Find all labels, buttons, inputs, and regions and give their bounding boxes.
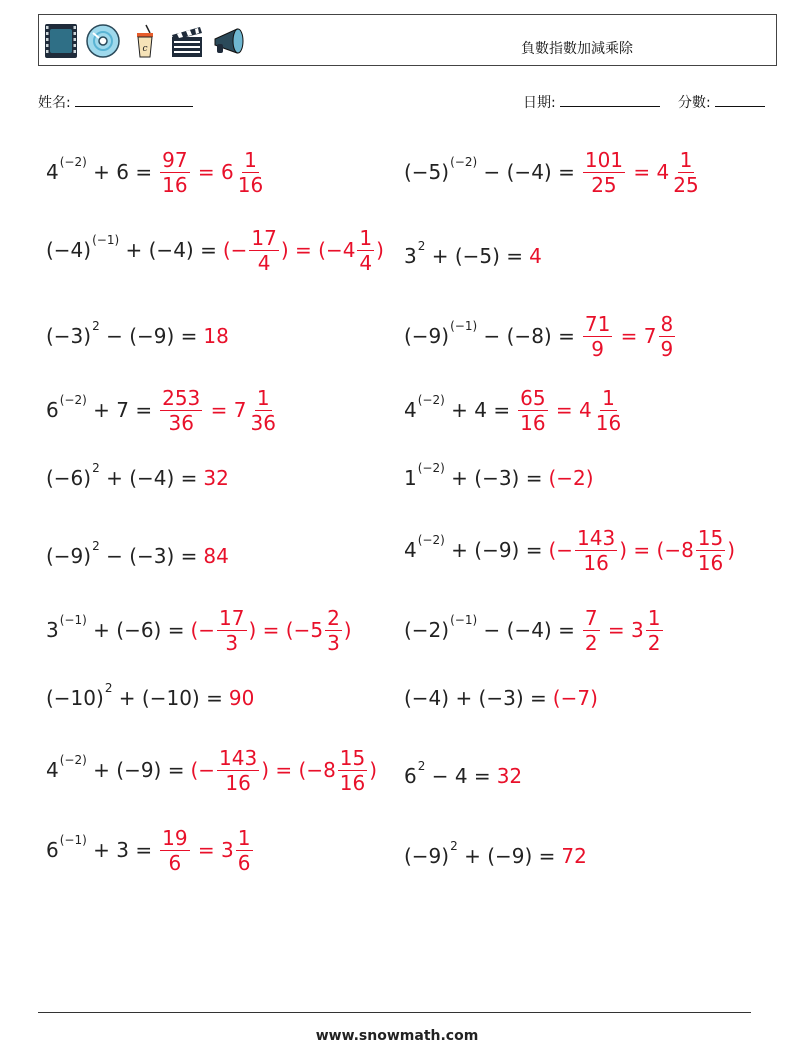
- answer-text: = 7: [204, 398, 247, 422]
- problem-exponent: (−2): [59, 155, 87, 169]
- problem-item: [404, 678, 598, 718]
- answer-fraction: [325, 605, 342, 655]
- problem-answer: [158, 825, 254, 875]
- fraction-numerator: 7: [584, 605, 598, 630]
- problem-item: [404, 605, 665, 655]
- fraction-numerator: 17: [219, 605, 245, 630]
- answer-text: (−: [222, 238, 248, 262]
- problem-exponent: (−1): [59, 613, 87, 627]
- fraction-denominator: 16: [595, 410, 622, 435]
- date-label: 日期:: [523, 95, 556, 111]
- problem-base: (−9): [404, 844, 450, 868]
- problem-exponent: (−2): [59, 753, 87, 767]
- fraction-numerator: 8: [660, 311, 674, 336]
- problem-item: [404, 311, 677, 361]
- answer-fraction: [696, 525, 725, 575]
- problem-answer: [203, 466, 228, 490]
- problem-answer: [229, 686, 254, 710]
- answer-fraction: [671, 147, 700, 197]
- footer-url: www.snowmath.com: [315, 1028, 479, 1044]
- answer-fraction: [217, 605, 246, 655]
- answer-text: = 6: [191, 160, 234, 184]
- fraction-denominator: 4: [257, 250, 271, 275]
- problem-exponent: (−1): [450, 319, 478, 333]
- problem-base: (−3): [46, 324, 92, 348]
- problem-base: (−9): [46, 544, 92, 568]
- answer-fraction: [249, 225, 278, 275]
- problem-base: 1: [404, 466, 417, 490]
- problem-exponent: 2: [92, 461, 100, 475]
- problem-operation: + (−9) =: [444, 538, 543, 562]
- problem-answer: [548, 466, 593, 490]
- problem-exponent: 2: [417, 239, 426, 253]
- problem-base: 4: [404, 538, 417, 562]
- fraction-numerator: 1: [679, 147, 693, 172]
- answer-text: 32: [203, 466, 229, 490]
- answer-fraction: [575, 525, 617, 575]
- problem-answer: [190, 745, 378, 795]
- answer-fraction: [160, 385, 202, 435]
- fraction-denominator: 2: [584, 630, 598, 655]
- header-icons: [43, 21, 247, 61]
- fraction-numerator: 71: [584, 311, 611, 336]
- problem-exponent: (−2): [450, 155, 478, 169]
- answer-fraction: [249, 385, 278, 435]
- problem-answer: [203, 544, 228, 568]
- problem-exponent: 2: [92, 319, 100, 333]
- fraction-denominator: 16: [162, 172, 188, 197]
- fraction-numerator: 15: [339, 745, 366, 770]
- problem-base: (−2): [404, 618, 450, 642]
- fraction-numerator: 1: [359, 225, 373, 250]
- answer-text: ): [343, 618, 352, 642]
- problem-operation: − (−4) =: [477, 160, 575, 184]
- answer-fraction: [236, 147, 265, 197]
- problem-exponent: (−1): [92, 233, 120, 247]
- problem-item: [404, 756, 522, 796]
- problem-operation: + 4 =: [444, 398, 511, 422]
- answer-text: 72: [561, 844, 587, 868]
- score-label: 分數:: [678, 95, 711, 111]
- fraction-numerator: 97: [162, 147, 188, 172]
- fraction-denominator: 36: [250, 410, 276, 435]
- problem-answer: [581, 311, 677, 361]
- answer-fraction: [236, 825, 253, 875]
- problem-base: (−5): [404, 160, 450, 184]
- problem-answer: [581, 605, 665, 655]
- problem-answer: [190, 605, 352, 655]
- problem-operation: − (−3) =: [99, 544, 198, 568]
- problem-item: [46, 316, 229, 356]
- problem-exponent: (−1): [59, 833, 87, 847]
- problem-base: 4: [404, 398, 417, 422]
- problem-answer: [203, 324, 228, 348]
- problem-operation: + 7 =: [86, 398, 153, 422]
- problem-operation: − 4 =: [425, 764, 491, 788]
- fraction-numerator: 17: [251, 225, 277, 250]
- problem-exponent: (−2): [59, 393, 87, 407]
- problem-item: [404, 525, 736, 575]
- answer-fraction: [583, 605, 600, 655]
- name-label: 姓名:: [38, 95, 71, 111]
- answer-fraction: [357, 225, 374, 275]
- problem-answer: [222, 225, 384, 275]
- problem-exponent: 2: [450, 839, 458, 853]
- problem-operation: + (−9) =: [86, 758, 185, 782]
- problem-item: [46, 825, 255, 875]
- fraction-denominator: 16: [697, 550, 724, 575]
- answer-text: (−: [190, 758, 216, 782]
- fraction-denominator: 3: [225, 630, 239, 655]
- score-blank[interactable]: [715, 92, 765, 107]
- problem-answer: [158, 385, 280, 435]
- answer-text: = 3: [191, 838, 234, 862]
- problem-exponent: (−2): [417, 393, 445, 407]
- date-field: [523, 92, 660, 112]
- answer-text: ): [376, 238, 384, 262]
- problem-base: 4: [46, 758, 59, 782]
- worksheet-header: [38, 14, 777, 66]
- fraction-numerator: 1: [647, 605, 661, 630]
- fraction-numerator: 19: [162, 825, 188, 850]
- fraction-numerator: 143: [219, 745, 258, 770]
- name-field: [38, 92, 193, 112]
- problem-answer: [158, 147, 267, 197]
- fraction-denominator: 3: [327, 630, 340, 655]
- problem-operation: + (−6) =: [86, 618, 185, 642]
- fraction-numerator: 1: [256, 385, 270, 410]
- answer-text: (−: [548, 538, 574, 562]
- fraction-denominator: 16: [520, 410, 546, 435]
- problem-exponent: (−1): [450, 613, 478, 627]
- fraction-denominator: 6: [168, 850, 182, 875]
- disc-icon: [85, 21, 121, 61]
- problem-operation: + (−5) =: [425, 244, 524, 268]
- answer-fraction: [160, 147, 189, 197]
- film-icon: [43, 21, 79, 61]
- problem-exponent: 2: [104, 681, 113, 695]
- problem-item: [46, 605, 352, 655]
- answer-text: = 4: [549, 398, 592, 422]
- answer-fraction: [659, 311, 676, 361]
- problem-base: 6: [46, 838, 59, 862]
- problem-item: [404, 147, 703, 197]
- problem-item: [46, 147, 267, 197]
- fraction-numerator: 253: [162, 385, 201, 410]
- answer-text: = 7: [614, 324, 657, 348]
- problem-base: 3: [404, 244, 417, 268]
- svg-text:c: c: [142, 44, 148, 54]
- fraction-denominator: 9: [591, 336, 604, 361]
- problem-operation: − (−9) =: [99, 324, 198, 348]
- problem-item: [404, 458, 594, 498]
- problem-operation: + (−3) =: [444, 466, 543, 490]
- problem-item: [404, 836, 587, 876]
- answer-text: 84: [203, 544, 229, 568]
- fraction-denominator: 9: [660, 336, 674, 361]
- problem-base: (−9): [404, 324, 450, 348]
- answer-text: 32: [496, 764, 523, 788]
- problem-exponent: (−2): [417, 461, 445, 475]
- answer-fraction: [518, 385, 547, 435]
- answer-fraction: [160, 825, 189, 875]
- problem-answer: [497, 764, 522, 788]
- answer-fraction: [583, 311, 612, 361]
- answer-text: 4: [529, 244, 542, 268]
- problem-base: 3: [46, 618, 59, 642]
- problem-operation: + 6 =: [86, 160, 153, 184]
- fraction-numerator: 15: [697, 525, 724, 550]
- problem-answer: [581, 147, 703, 197]
- answer-text: 90: [228, 686, 255, 710]
- fraction-denominator: 4: [359, 250, 373, 275]
- problem-operation: − (−4) =: [477, 618, 575, 642]
- clapperboard-icon: [169, 21, 205, 61]
- fraction-numerator: 1: [602, 385, 615, 410]
- problem-item: [46, 225, 384, 275]
- problem-operation: − (−8) =: [477, 324, 575, 348]
- problem-operation: + (−4) =: [99, 466, 198, 490]
- problem-item: [46, 536, 229, 576]
- problem-answer: [561, 844, 586, 868]
- problem-base: (−4) + (−3): [404, 686, 524, 710]
- fraction-denominator: 16: [583, 550, 609, 575]
- fraction-numerator: 1: [244, 147, 257, 172]
- cup-icon: [127, 21, 163, 61]
- problem-base: (−10): [46, 686, 104, 710]
- answer-fraction: [583, 147, 625, 197]
- answer-fraction: [338, 745, 367, 795]
- answer-text: (−: [190, 618, 216, 642]
- answer-text: (−7): [552, 686, 598, 710]
- fraction-denominator: 16: [339, 770, 366, 795]
- fraction-denominator: 25: [673, 172, 699, 197]
- fraction-denominator: 25: [591, 172, 617, 197]
- fraction-denominator: 16: [237, 172, 264, 197]
- problem-item: [46, 745, 378, 795]
- problem-exponent: (−2): [417, 533, 445, 547]
- problem-base: 4: [46, 160, 59, 184]
- answer-text: (−2): [548, 466, 594, 490]
- fraction-denominator: 36: [168, 410, 194, 435]
- answer-text: ) = (−8: [261, 758, 336, 782]
- fraction-denominator: 16: [225, 770, 251, 795]
- problem-exponent: 2: [417, 759, 426, 773]
- name-blank[interactable]: [75, 92, 193, 107]
- fraction-numerator: 143: [577, 525, 616, 550]
- problem-operation: + (−10) =: [112, 686, 223, 710]
- fraction-numerator: 1: [237, 825, 251, 850]
- problem-item: [46, 458, 229, 498]
- problem-exponent: 2: [92, 539, 100, 553]
- fraction-numerator: 2: [327, 605, 340, 630]
- answer-text: ): [369, 758, 378, 782]
- problem-operation: + (−9) =: [457, 844, 556, 868]
- problem-answer: [548, 525, 736, 575]
- megaphone-icon: [211, 21, 247, 61]
- problem-answer: [529, 244, 542, 268]
- problem-base: (−6): [46, 466, 92, 490]
- problem-base: 6: [404, 764, 417, 788]
- problem-base: 6: [46, 398, 59, 422]
- problem-operation: + 3 =: [86, 838, 153, 862]
- problem-item: [46, 385, 280, 435]
- answer-fraction: [594, 385, 623, 435]
- answer-text: ) = (−5: [248, 618, 324, 642]
- worksheet-title: 負數指數加減乘除: [521, 41, 633, 57]
- answer-text: = 4: [627, 160, 670, 184]
- problem-answer: [516, 385, 625, 435]
- problem-operation: + (−4) =: [119, 238, 217, 262]
- answer-fraction: [217, 745, 259, 795]
- fraction-numerator: 65: [520, 385, 546, 410]
- answer-text: 18: [203, 324, 229, 348]
- problem-item: [46, 678, 254, 718]
- footer-divider: [38, 1012, 751, 1013]
- problem-operation: =: [523, 686, 547, 710]
- problem-item: [404, 385, 625, 435]
- answer-text: ): [727, 538, 736, 562]
- answer-text: ) = (−4: [280, 238, 356, 262]
- problem-base: (−4): [46, 238, 92, 262]
- date-blank[interactable]: [560, 92, 660, 107]
- answer-text: = 3: [601, 618, 644, 642]
- score-field: [678, 92, 765, 112]
- fraction-numerator: 101: [584, 147, 624, 172]
- problem-answer: [553, 686, 598, 710]
- answer-fraction: [646, 605, 663, 655]
- problem-item: [404, 236, 542, 276]
- answer-text: ) = (−8: [619, 538, 694, 562]
- fraction-denominator: 2: [647, 630, 661, 655]
- fraction-denominator: 6: [237, 850, 251, 875]
